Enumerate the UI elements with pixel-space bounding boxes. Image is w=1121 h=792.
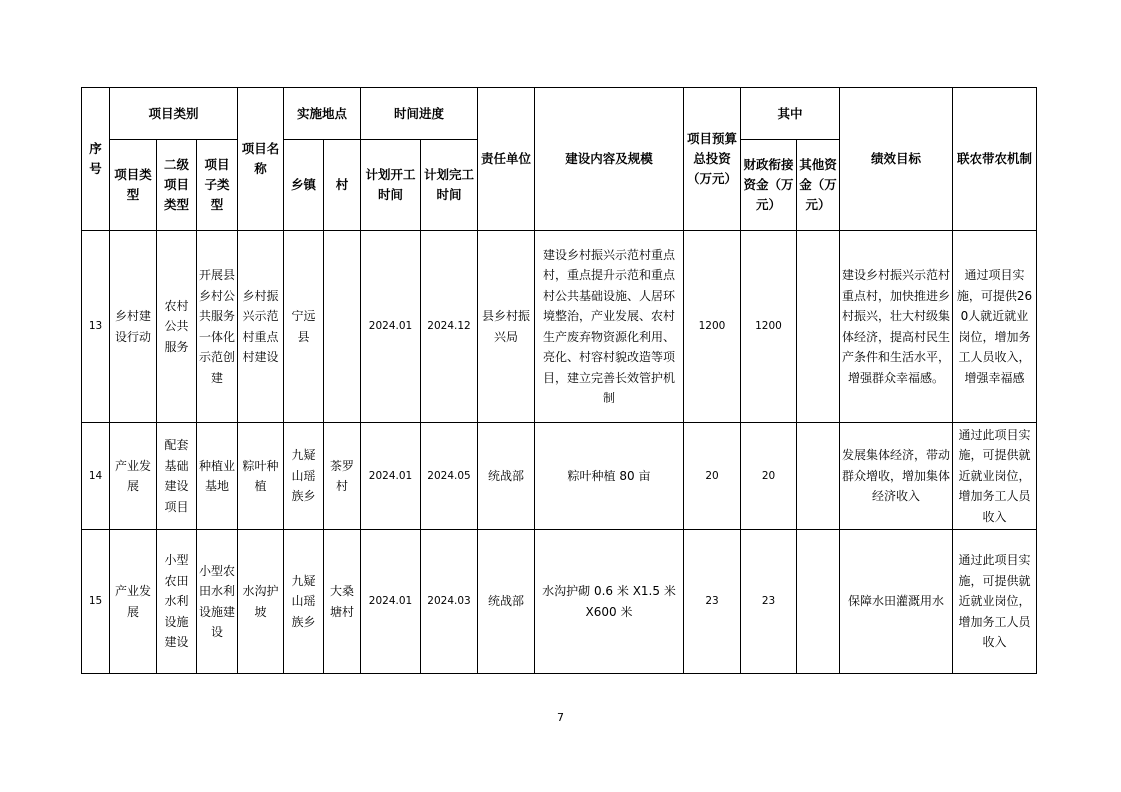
header-plan-start: 计划开工时间 bbox=[361, 140, 421, 231]
header-budget: 项目预算总投资（万元） bbox=[684, 88, 741, 231]
header-mechanism: 联农带农机制 bbox=[953, 88, 1037, 231]
header-secondary-type: 二级项目类型 bbox=[157, 140, 197, 231]
table-row bbox=[82, 231, 1037, 423]
cell-content: 建设乡村振兴示范村重点村，重点提升示范和重点村公共基础设施、人居环境整治，产业发展、农村生产废弃物资源化利用、亮化、村容村貌改造等项目，建立完善长效管护机制 bbox=[535, 231, 684, 423]
header-other: 其他资金（万元） bbox=[797, 140, 840, 231]
cell-sub-type: 小型农田水利设施建设 bbox=[197, 530, 238, 674]
cell-goal: 发展集体经济，带动群众增收，增加集体经济收入 bbox=[840, 423, 953, 530]
cell-secondary-type: 农村公共服务 bbox=[157, 231, 197, 423]
cell-project-type: 乡村建设行动 bbox=[110, 231, 157, 423]
header-content: 建设内容及规模 bbox=[535, 88, 684, 231]
cell-town: 九疑山瑶族乡 bbox=[284, 423, 324, 530]
header-responsible: 责任单位 bbox=[478, 88, 535, 231]
header-town: 乡镇 bbox=[284, 140, 324, 231]
cell-responsible: 统战部 bbox=[478, 530, 535, 674]
cell-project-type: 产业发展 bbox=[110, 530, 157, 674]
cell-plan-end: 2024.03 bbox=[421, 530, 478, 674]
cell-goal: 保障水田灌溉用水 bbox=[840, 530, 953, 674]
cell-project-name: 粽叶种植 bbox=[238, 423, 284, 530]
header-among: 其中 bbox=[741, 88, 840, 140]
table-row bbox=[82, 423, 1037, 530]
cell-content: 粽叶种植 80 亩 bbox=[535, 423, 684, 530]
page-number: 7 bbox=[557, 711, 564, 724]
cell-other bbox=[797, 423, 840, 530]
header-schedule: 时间进度 bbox=[361, 88, 478, 140]
cell-budget: 23 bbox=[684, 530, 741, 674]
header-project-name: 项目名称 bbox=[238, 88, 284, 231]
header-row-1 bbox=[82, 88, 1037, 140]
table-row bbox=[82, 530, 1037, 674]
cell-project-name: 乡村振兴示范村重点村建设 bbox=[238, 231, 284, 423]
cell-seq: 14 bbox=[82, 423, 110, 530]
header-location: 实施地点 bbox=[284, 88, 361, 140]
cell-other bbox=[797, 530, 840, 674]
cell-secondary-type: 小型农田水利设施建设 bbox=[157, 530, 197, 674]
header-seq: 序号 bbox=[82, 88, 110, 231]
cell-plan-end: 2024.05 bbox=[421, 423, 478, 530]
cell-village: 大桑塘村 bbox=[324, 530, 361, 674]
cell-project-name: 水沟护坡 bbox=[238, 530, 284, 674]
cell-town: 宁远县 bbox=[284, 231, 324, 423]
cell-secondary-type: 配套基础建设项目 bbox=[157, 423, 197, 530]
header-village: 村 bbox=[324, 140, 361, 231]
cell-mechanism: 通过此项目实施，可提供就近就业岗位，增加务工人员收入 bbox=[953, 530, 1037, 674]
cell-budget: 20 bbox=[684, 423, 741, 530]
cell-seq: 13 bbox=[82, 231, 110, 423]
project-table bbox=[81, 87, 1037, 674]
cell-budget: 1200 bbox=[684, 231, 741, 423]
cell-village: 茶罗村 bbox=[324, 423, 361, 530]
header-plan-end: 计划完工时间 bbox=[421, 140, 478, 231]
header-fiscal: 财政衔接资金（万元） bbox=[741, 140, 797, 231]
cell-fiscal: 20 bbox=[741, 423, 797, 530]
header-category: 项目类别 bbox=[110, 88, 238, 140]
cell-sub-type: 种植业基地 bbox=[197, 423, 238, 530]
cell-responsible: 县乡村振兴局 bbox=[478, 231, 535, 423]
cell-mechanism: 通过项目实施，可提供260人就近就业岗位，增加务工人员收入，增强幸福感 bbox=[953, 231, 1037, 423]
cell-village bbox=[324, 231, 361, 423]
cell-seq: 15 bbox=[82, 530, 110, 674]
cell-mechanism: 通过此项目实施，可提供就近就业岗位，增加务工人员收入 bbox=[953, 423, 1037, 530]
cell-plan-start: 2024.01 bbox=[361, 423, 421, 530]
cell-fiscal: 1200 bbox=[741, 231, 797, 423]
header-sub-type: 项目子类型 bbox=[197, 140, 238, 231]
header-goal: 绩效目标 bbox=[840, 88, 953, 231]
cell-content: 水沟护砌 0.6 米 X1.5 米 X600 米 bbox=[535, 530, 684, 674]
cell-other bbox=[797, 231, 840, 423]
cell-responsible: 统战部 bbox=[478, 423, 535, 530]
cell-sub-type: 开展县乡村公共服务一体化示范创建 bbox=[197, 231, 238, 423]
cell-town: 九疑山瑶族乡 bbox=[284, 530, 324, 674]
cell-plan-start: 2024.01 bbox=[361, 530, 421, 674]
cell-fiscal: 23 bbox=[741, 530, 797, 674]
cell-goal: 建设乡村振兴示范村重点村，加快推进乡村振兴，壮大村级集体经济，提高村民生产条件和生活水平，增强群众幸福感。 bbox=[840, 231, 953, 423]
cell-project-type: 产业发展 bbox=[110, 423, 157, 530]
cell-plan-start: 2024.01 bbox=[361, 231, 421, 423]
header-project-type: 项目类型 bbox=[110, 140, 157, 231]
cell-plan-end: 2024.12 bbox=[421, 231, 478, 423]
